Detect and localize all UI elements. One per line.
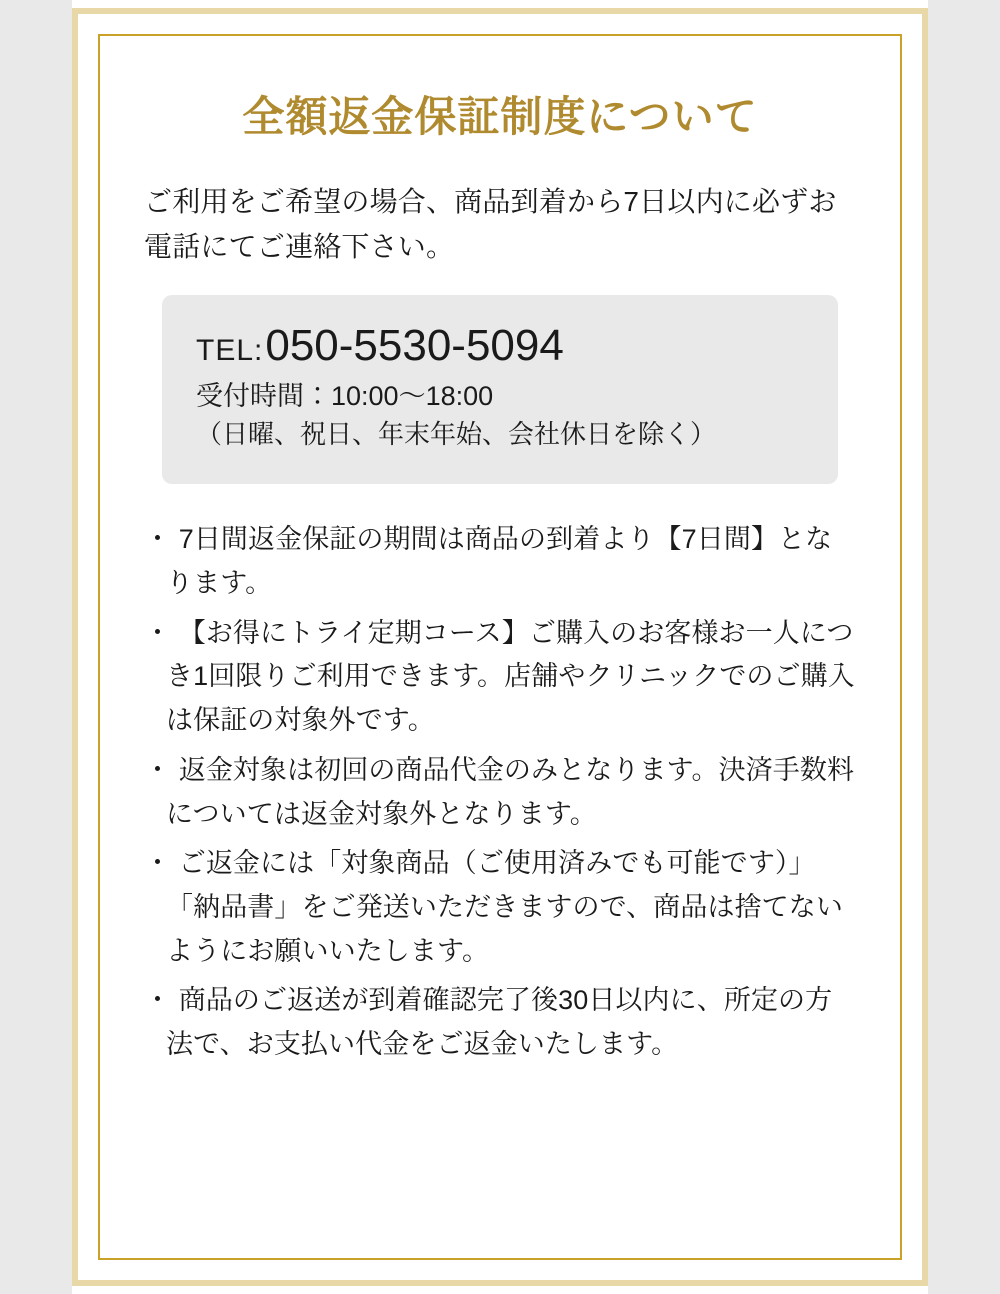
right-gutter	[928, 0, 1000, 1294]
contact-box	[162, 295, 838, 484]
note-text: 商品のご返送が到着確認完了後30日以内に、所定の方法で、お支払い代金をご返金いたします。	[166, 985, 833, 1060]
telephone-line	[196, 321, 804, 371]
telephone-label: TEL:	[196, 334, 264, 368]
list-item	[144, 518, 856, 605]
notes-list	[144, 518, 856, 1067]
reception-hours: 受付時間：10:00〜18:00	[196, 381, 494, 412]
list-item	[144, 612, 856, 743]
reception-hours-note: （日曜、祝日、年末年始、会社休日を除く）	[196, 419, 717, 450]
list-item	[144, 842, 856, 973]
telephone-number[interactable]: 050-5530-5094	[265, 321, 564, 371]
document-content	[100, 36, 900, 1258]
list-item	[144, 749, 856, 836]
decorative-outer-frame	[72, 8, 928, 1286]
note-text: 【お得にトライ定期コース】ご購入のお客様お一人につき1回限りご利用できます。店舗やクリニックでのご購入は保証の対象外です。	[166, 617, 855, 736]
list-item	[144, 979, 856, 1066]
note-text: 7日間返金保証の期間は商品の到着より【7日間】となります。	[166, 524, 833, 598]
note-text: 返金対象は初回の商品代金のみとなります。決済手数料については返金対象外となります。	[166, 754, 855, 829]
decorative-inner-frame	[98, 34, 902, 1260]
left-gutter	[0, 0, 72, 1294]
page-title: 全額返金保証制度について	[242, 93, 758, 140]
note-text: ご返金には「対象商品（ご使用済みでも可能です）」「納品書」をご発送いただきますので、商品は捨てないようにお願いいたします。	[166, 848, 843, 966]
intro-paragraph: ご利用をご希望の場合、商品到着から7日以内に必ずお電話にてご連絡下さい。	[144, 185, 837, 262]
